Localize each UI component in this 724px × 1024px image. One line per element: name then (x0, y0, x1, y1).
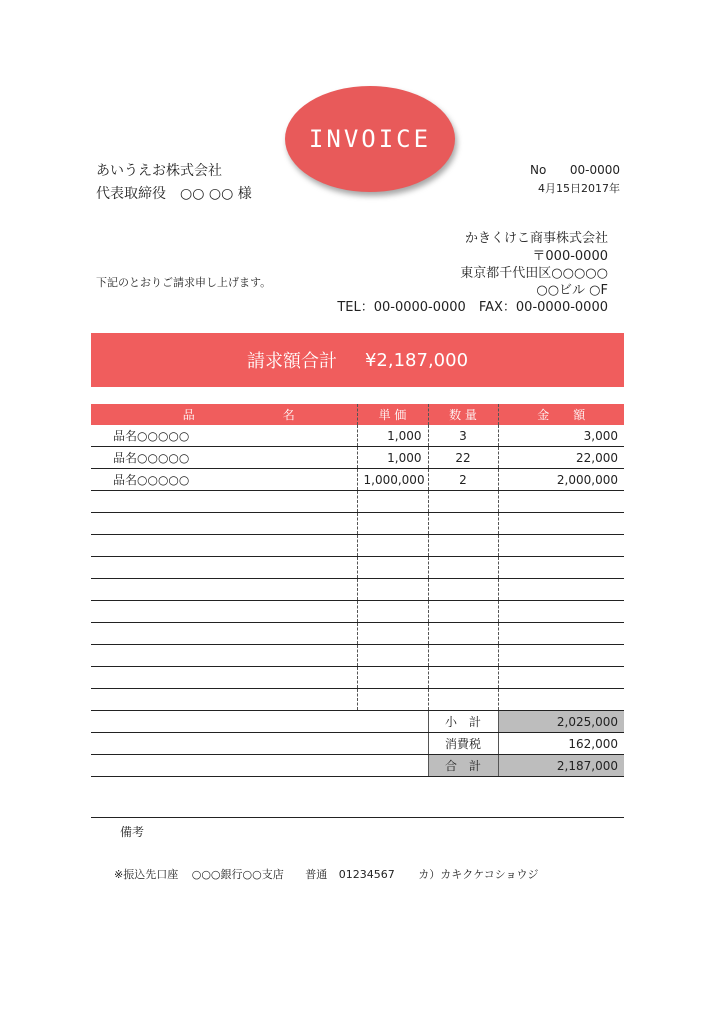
empty-cell (428, 535, 498, 557)
remarks-label: 備考 (120, 825, 145, 839)
unit-price-cell: 1,000 (357, 425, 428, 447)
client-company: あいうえお株式会社 (96, 163, 222, 179)
empty-cell (91, 689, 357, 711)
summary-table (91, 711, 624, 777)
header-amount: 金 額 (498, 404, 624, 425)
empty-cell (428, 623, 498, 645)
empty-cell (357, 513, 428, 535)
empty-table-row (91, 579, 624, 601)
empty-cell (91, 667, 357, 689)
total-amount-bar (91, 333, 624, 387)
empty-cell (91, 535, 357, 557)
empty-cell (498, 623, 624, 645)
bank-account-number: 01234567 (338, 868, 395, 881)
header-unit-price: 単 価 (357, 404, 428, 425)
sender-postal: 〒000-0000 (532, 249, 608, 264)
sender-address-line2: ○○ビル ○F (536, 283, 608, 298)
grand-total-row (91, 755, 624, 777)
bank-name: ○○○銀行○○支店 (191, 868, 284, 881)
quantity-cell: 3 (428, 425, 498, 447)
empty-cell (357, 623, 428, 645)
empty-cell (357, 601, 428, 623)
amount-cell: 3,000 (498, 425, 624, 447)
empty-cell (91, 557, 357, 579)
items-header-row (91, 404, 624, 425)
sender-address-line1: 東京都千代田区○○○○○ (460, 266, 608, 281)
header-item-name (91, 404, 357, 425)
invoice-date: 4月15日2017年 (538, 182, 620, 195)
tax-value: 162,000 (498, 733, 624, 755)
empty-cell (91, 601, 357, 623)
table-row (91, 447, 624, 469)
sender-company: かきくけこ商事株式会社 (464, 231, 608, 246)
empty-cell (357, 579, 428, 601)
grand-total-value: 2,187,000 (498, 755, 624, 777)
empty-table-row (91, 513, 624, 535)
tax-row (91, 733, 624, 755)
amount-cell: 22,000 (498, 447, 624, 469)
empty-cell (428, 557, 498, 579)
empty-cell (498, 645, 624, 667)
sender-contact: TEL：00-0000-0000 FAX：00-0000-0000 (337, 300, 608, 315)
empty-cell (498, 557, 624, 579)
summary-blank (91, 711, 428, 733)
items-body (91, 425, 624, 711)
invoice-badge (285, 86, 455, 192)
empty-cell (498, 579, 624, 601)
total-amount-label: 請求額合計 (246, 351, 337, 372)
empty-cell (357, 645, 428, 667)
unit-price-cell: 1,000 (357, 447, 428, 469)
empty-cell (91, 645, 357, 667)
quantity-cell: 2 (428, 469, 498, 491)
empty-cell (91, 491, 357, 513)
intro-text: 下記のとおりご請求申し上げます。 (96, 276, 272, 289)
subtotal-label: 小 計 (428, 711, 498, 733)
header-item-name-a: 品 (182, 408, 195, 422)
empty-cell (498, 513, 624, 535)
empty-table-row (91, 535, 624, 557)
empty-cell (91, 513, 357, 535)
empty-table-row (91, 623, 624, 645)
bank-info (114, 866, 539, 882)
tax-label: 消費税 (428, 733, 498, 755)
invoice-badge-text: INVOICE (308, 125, 432, 153)
empty-cell (498, 491, 624, 513)
quantity-cell: 22 (428, 447, 498, 469)
header-item-name-b: 名 (282, 408, 295, 422)
table-row (91, 425, 624, 447)
empty-table-row (91, 491, 624, 513)
empty-cell (428, 579, 498, 601)
empty-cell (428, 667, 498, 689)
empty-cell (498, 535, 624, 557)
invoice-no-value: 00-0000 (569, 163, 620, 177)
empty-cell (357, 689, 428, 711)
empty-cell (357, 667, 428, 689)
bank-account-type: 普通 (305, 868, 328, 881)
total-amount-value: ¥2,187,000 (364, 349, 469, 371)
invoice-no-label: No (530, 163, 547, 177)
empty-table-row (91, 667, 624, 689)
subtotal-value: 2,025,000 (498, 711, 624, 733)
remarks-divider (91, 817, 624, 818)
empty-cell (498, 667, 624, 689)
amount-cell: 2,000,000 (498, 469, 624, 491)
empty-cell (428, 689, 498, 711)
empty-cell (91, 623, 357, 645)
empty-table-row (91, 645, 624, 667)
items-table (91, 404, 624, 711)
empty-cell (357, 557, 428, 579)
grand-total-label: 合 計 (428, 755, 498, 777)
empty-cell (357, 491, 428, 513)
bank-label: ※振込先口座 (114, 868, 179, 881)
empty-cell (91, 579, 357, 601)
table-row (91, 469, 624, 491)
client-recipient: 代表取締役 ○○ ○○ 様 (96, 186, 252, 202)
header-quantity: 数 量 (428, 404, 498, 425)
empty-cell (428, 491, 498, 513)
summary-blank (91, 733, 428, 755)
unit-price-cell: 1,000,000 (357, 469, 428, 491)
item-name-cell: 品名○○○○○ (91, 447, 357, 469)
empty-cell (428, 645, 498, 667)
subtotal-row (91, 711, 624, 733)
empty-cell (498, 689, 624, 711)
empty-cell (428, 513, 498, 535)
empty-table-row (91, 689, 624, 711)
empty-cell (428, 601, 498, 623)
empty-table-row (91, 557, 624, 579)
summary-blank (91, 755, 428, 777)
bank-account-holder: カ）カキクケコショウジ (418, 868, 539, 881)
item-name-cell: 品名○○○○○ (91, 469, 357, 491)
empty-cell (357, 535, 428, 557)
empty-table-row (91, 601, 624, 623)
item-name-cell: 品名○○○○○ (91, 425, 357, 447)
empty-cell (498, 601, 624, 623)
